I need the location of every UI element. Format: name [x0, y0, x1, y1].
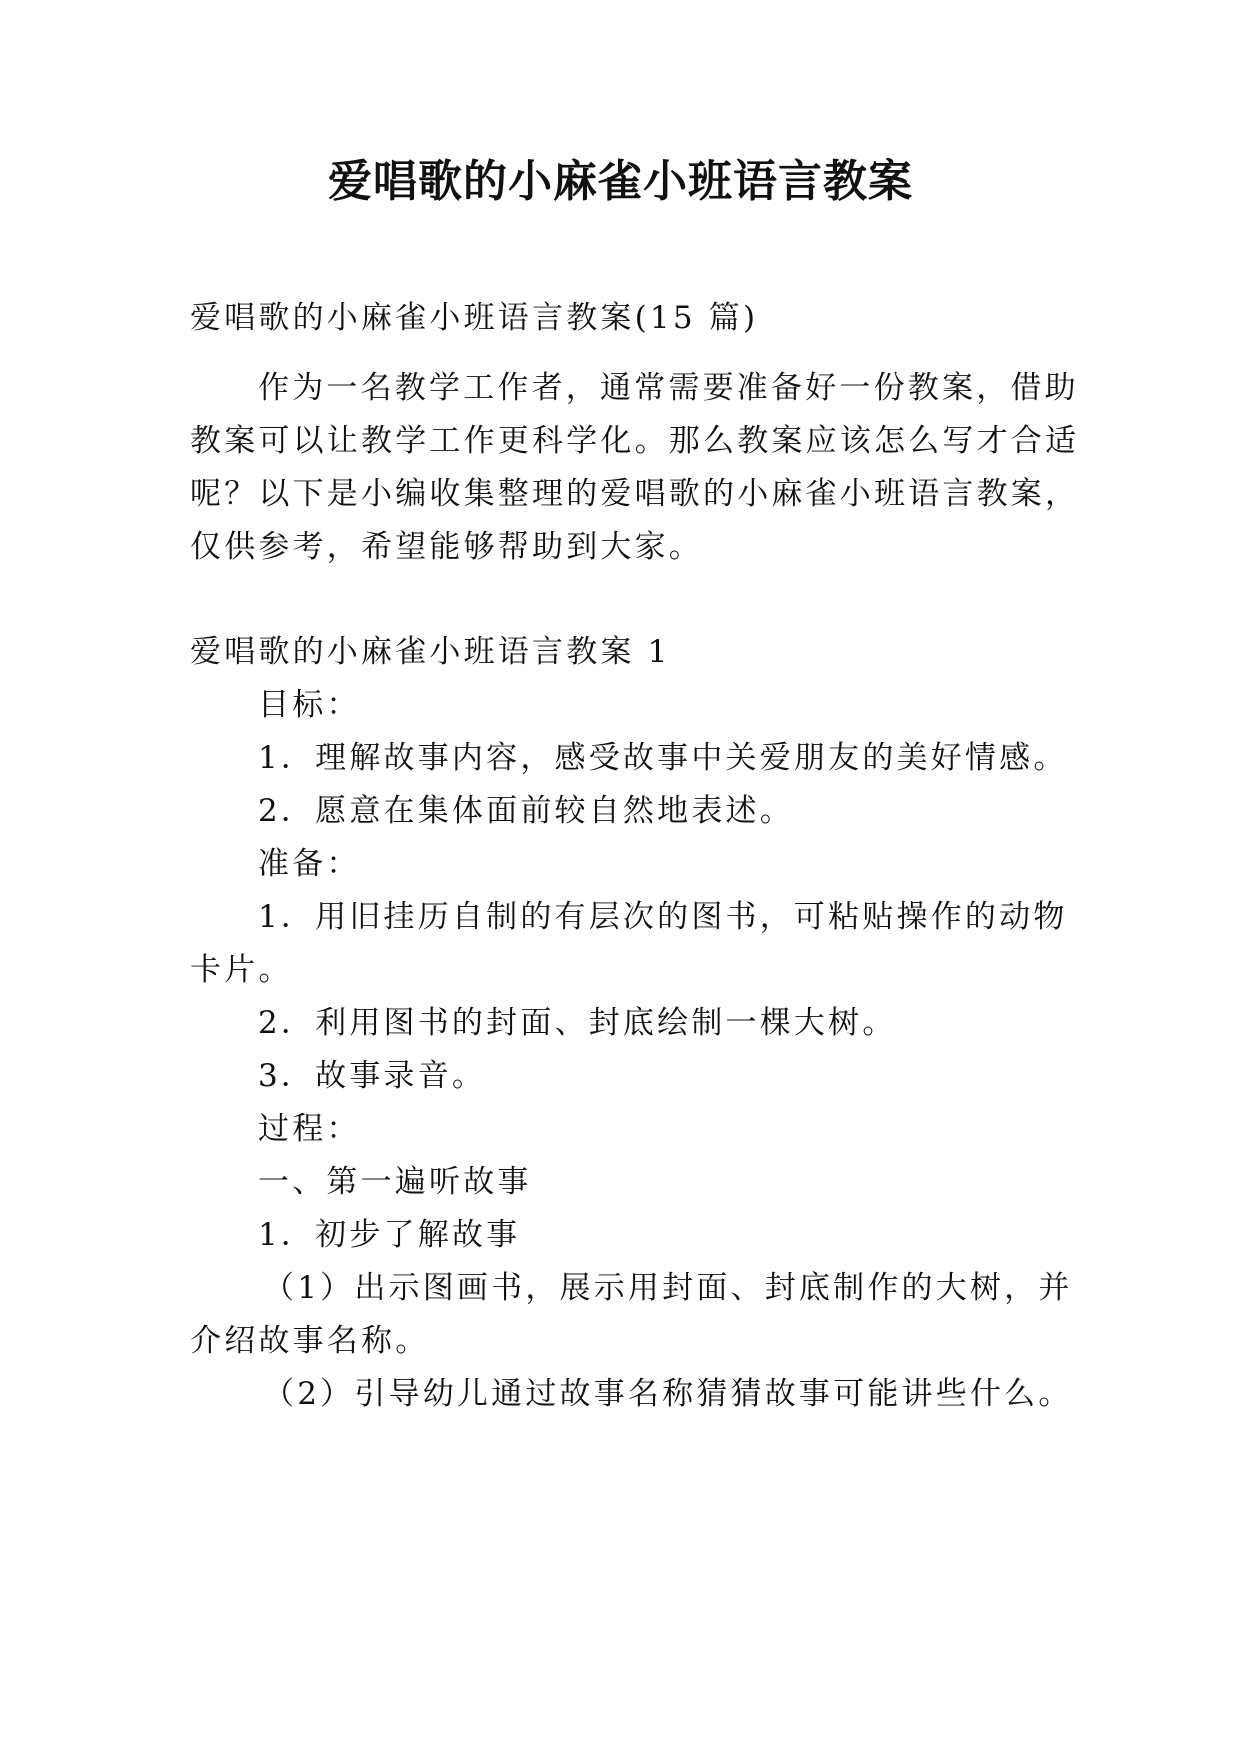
process-detail-continued: 介绍故事名称。 [190, 1323, 430, 1359]
intro-paragraph-line: 作为一名教学工作者，通常需要准备好一份教案，借助 [258, 370, 1079, 406]
goal-item: 1．理解故事内容，感受故事中关爱朋友的美好情感。 [258, 740, 1068, 776]
intro-paragraph-line: 仅供参考，希望能够帮助到大家。 [190, 529, 703, 565]
preparation-item: 2．利用图书的封面、封底绘制一棵大树。 [258, 1005, 897, 1041]
process-step: 一、第一遍听故事 [258, 1164, 532, 1200]
heading-preparation: 准备： [258, 846, 361, 882]
process-substep: 1．初步了解故事 [258, 1217, 521, 1253]
section-heading: 爱唱歌的小麻雀小班语言教案 1 [190, 634, 671, 670]
preparation-item: 3．故事录音。 [258, 1058, 487, 1094]
document-subtitle: 爱唱歌的小麻雀小班语言教案(15 篇) [190, 300, 759, 336]
heading-goals: 目标： [258, 687, 361, 723]
goal-item: 2．愿意在集体面前较自然地表述。 [258, 793, 794, 829]
intro-paragraph-line: 呢？以下是小编收集整理的爱唱歌的小麻雀小班语言教案， [190, 476, 1080, 512]
process-detail: （2）引导幼儿通过故事名称猜猜故事可能讲些什么。 [263, 1376, 1073, 1412]
document-title: 爱唱歌的小麻雀小班语言教案 [328, 156, 913, 207]
intro-paragraph-line: 教案可以让教学工作更科学化。那么教案应该怎么写才合适 [190, 423, 1080, 459]
process-detail: （1）出示图画书，展示用封面、封底制作的大树，并 [263, 1270, 1073, 1306]
heading-process: 过程： [258, 1111, 361, 1147]
preparation-item: 1．用旧挂历自制的有层次的图书，可粘贴操作的动物 [258, 899, 1068, 935]
preparation-item-continued: 卡片。 [190, 952, 293, 988]
